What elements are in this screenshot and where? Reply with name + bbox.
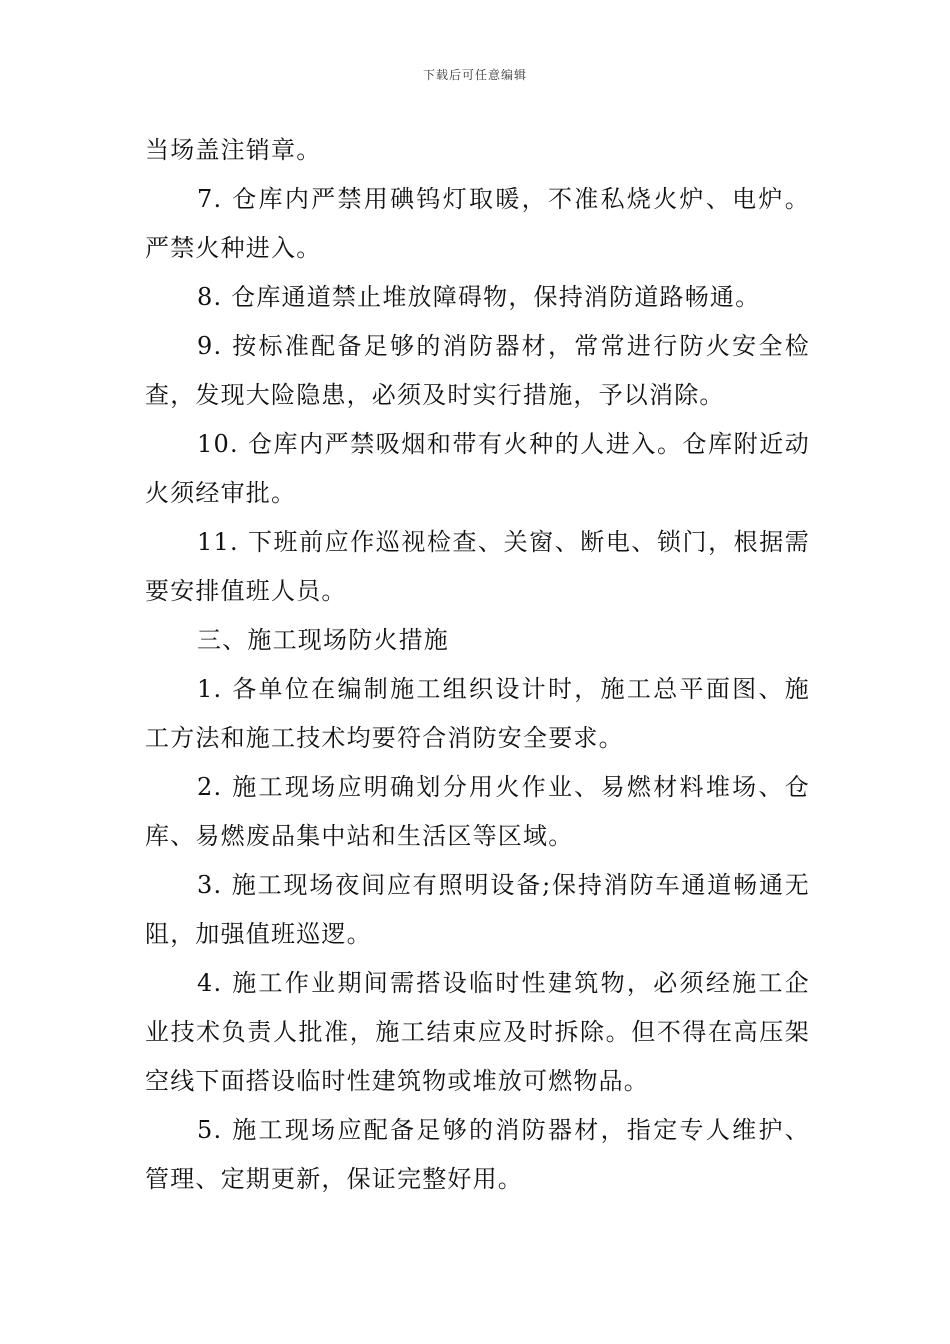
section-heading: 三、施工现场防火措施 [197, 626, 449, 654]
paragraph-item-9: 9. 按标准配备足够的消防器材，常常进行防火安全检查，发现大险隐患，必须及时实行措施，予以消除。 [145, 332, 810, 409]
paragraph-item-10: 10. 仓库内严禁吸烟和带有火种的人进入。仓库附近动火须经审批。 [145, 430, 810, 507]
paragraph-item-7: 7. 仓库内严禁用碘钨灯取暖，不准私烧火炉、电炉。严禁火种进入。 [145, 185, 810, 262]
paragraph-fire-2: 2. 施工现场应明确划分用火作业、易燃材料堆场、仓库、易燃废品集中站和生活区等区域。 [145, 773, 810, 850]
paragraph-fire-1: 1. 各单位在编制施工组织设计时，施工总平面图、施工方法和施工技术均要符合消防安全要求。 [145, 675, 810, 752]
paragraph-continuation: 当场盖注销章。 [145, 136, 322, 164]
document-body [145, 126, 810, 1204]
page-header: 下载后可任意编辑 [422, 68, 527, 82]
paragraph-fire-4: 4. 施工作业期间需搭设临时性建筑物，必须经施工企业技术负责人批准，施工结束应及时拆除。但不得在高压架空线下面搭设临时性建筑物或堆放可燃物品。 [145, 969, 810, 1095]
paragraph-item-11: 11. 下班前应作巡视检查、关窗、断电、锁门，根据需要安排值班人员。 [145, 528, 810, 605]
paragraph-fire-3: 3. 施工现场夜间应有照明设备;保持消防车通道畅通无阻，加强值班巡逻。 [145, 871, 810, 948]
paragraph-fire-5: 5. 施工现场应配备足够的消防器材，指定专人维护、管理、定期更新，保证完整好用。 [145, 1116, 810, 1193]
paragraph-item-8: 8. 仓库通道禁止堆放障碍物，保持消防道路畅通。 [197, 283, 761, 311]
